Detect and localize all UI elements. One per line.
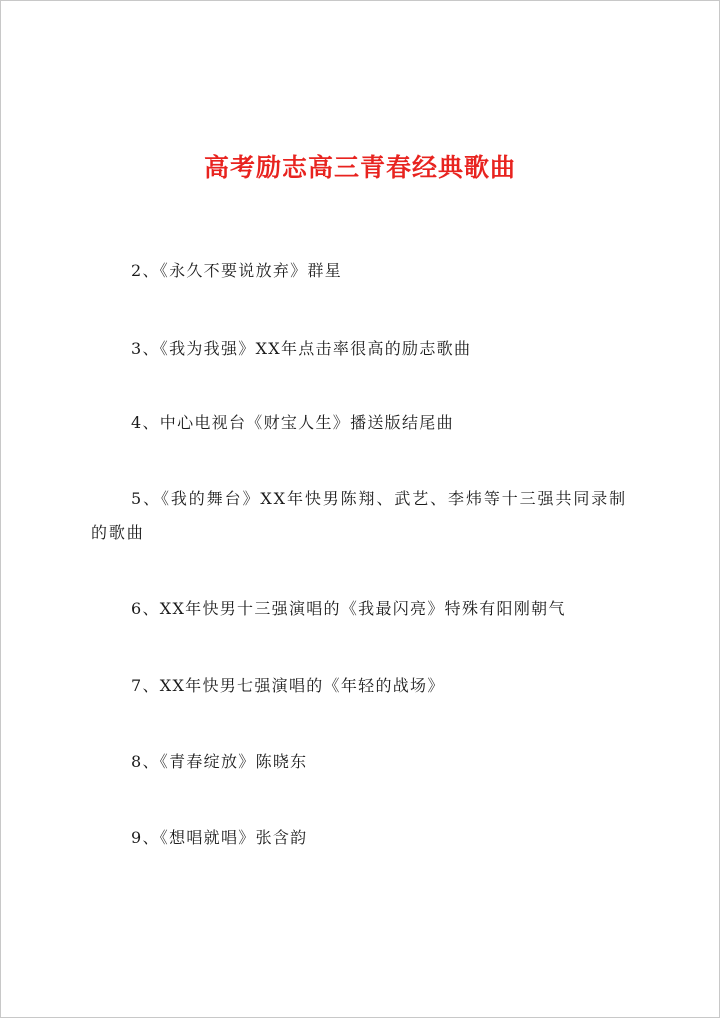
- list-item: 7、XX年快男七强演唱的《年轻的战场》: [131, 676, 445, 695]
- list-item: 6、XX年快男十三强演唱的《我最闪亮》特殊有阳刚朝气: [131, 599, 566, 618]
- list-item: 3、《我为我强》XX年点击率很高的励志歌曲: [131, 339, 472, 358]
- list-item: 5、《我的舞台》XX年快男陈翔、武艺、李炜等十三强共同录制的歌曲: [91, 489, 628, 542]
- list-item: 8、《青春绽放》陈晓东: [131, 752, 308, 771]
- document-title: 高考励志高三青春经典歌曲: [203, 153, 516, 182]
- list-item: 2、《永久不要说放弃》群星: [131, 261, 343, 280]
- list-item: 9、《想唱就唱》张含韵: [131, 828, 308, 847]
- list-item: 4、中心电视台《财宝人生》播送版结尾曲: [131, 413, 454, 432]
